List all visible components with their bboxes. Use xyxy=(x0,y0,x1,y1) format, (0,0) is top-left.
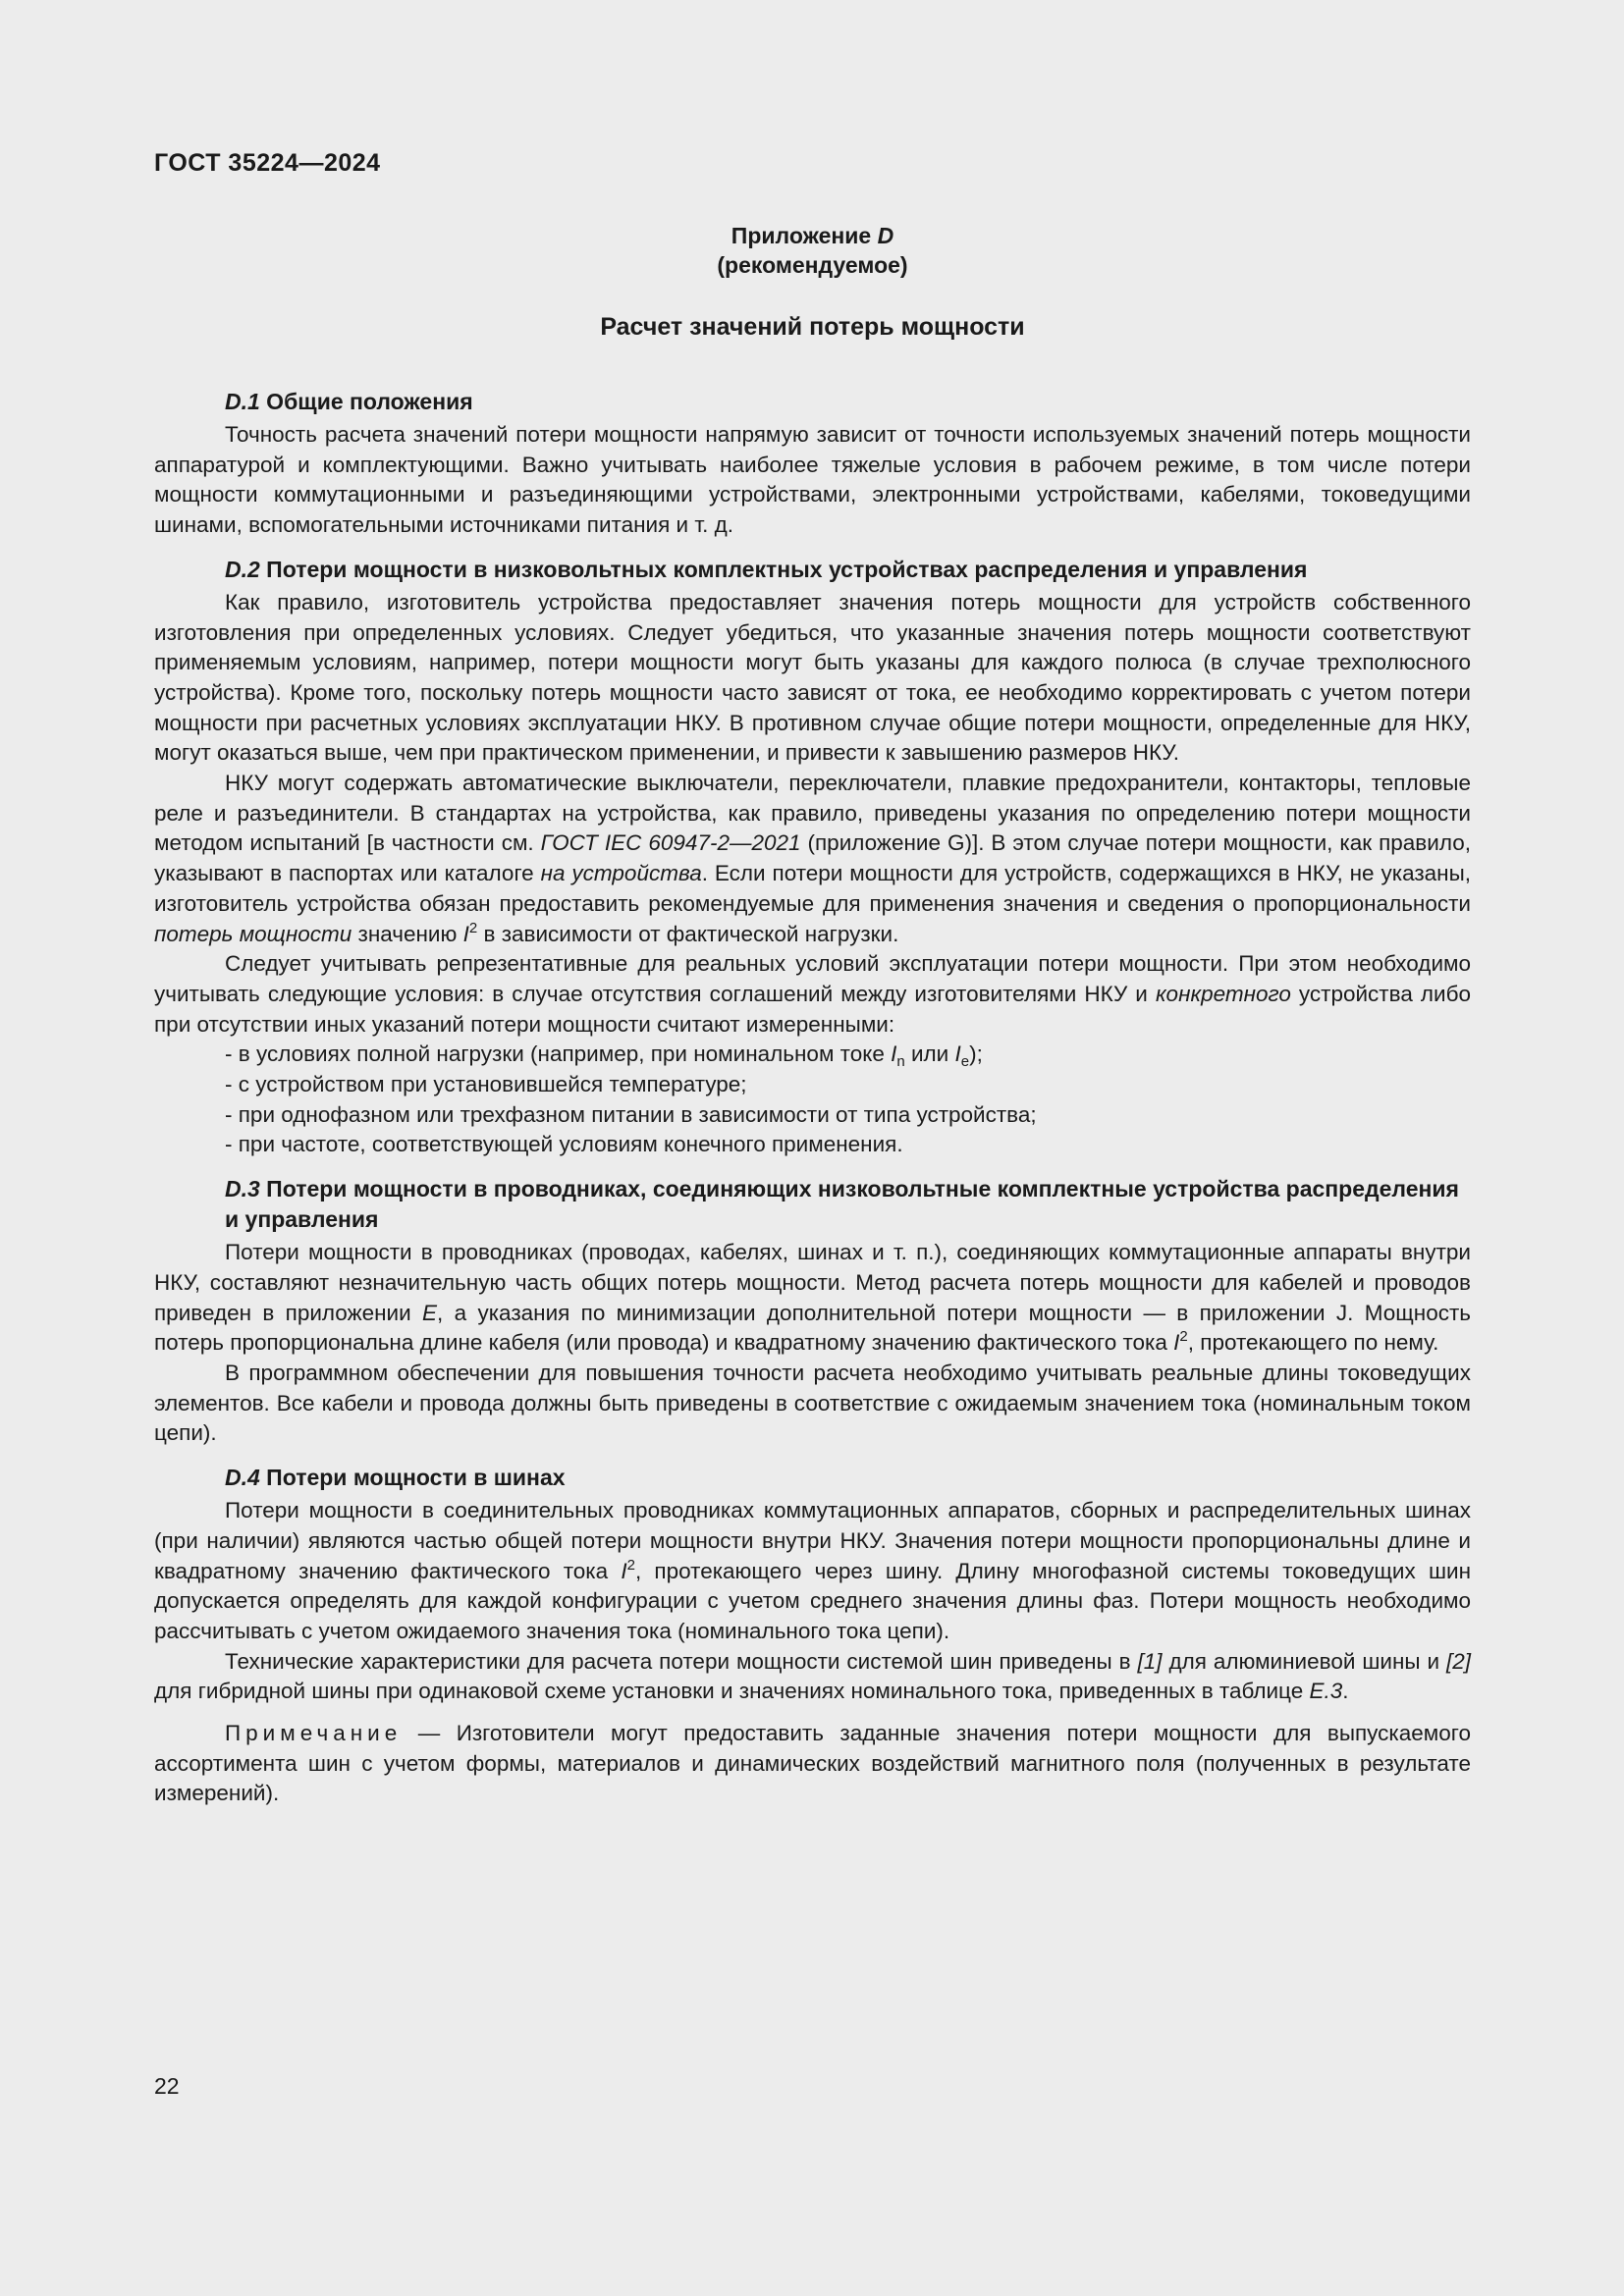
text-run: , а указания по минимизации дополнительной потери мощности — в приложении J. Мощность потерь пропорциональна длине кабеля (или провода) и квадратному значению фактического тока xyxy=(154,1300,1471,1356)
text-run: , протекающего по нему. xyxy=(1187,1330,1439,1356)
page-number: 22 xyxy=(154,2073,180,2099)
text-run: (приложение G)]. В этом случае потери мощности, как правило, указывают в паспортах или каталоге xyxy=(154,830,1471,886)
section-title: Общие положения xyxy=(259,389,473,414)
document-id: ГОСТ 35224—2024 xyxy=(154,149,381,177)
text-run: . Если потери мощности для устройств, содержащихся в НКУ, не указаны, изготовитель устройства обязан предоставить рекомендуемые для применения значения и сведения о пропорциональности xyxy=(154,861,1472,916)
list-item: - при однофазном или трехфазном питании в зависимости от типа устройства; xyxy=(225,1101,1037,1127)
paragraph xyxy=(154,1496,1471,1647)
section-number: D.1 xyxy=(225,389,260,414)
appendix-label-text: Приложение xyxy=(731,223,878,248)
superscript: 2 xyxy=(626,1556,635,1574)
list-item xyxy=(154,1040,1471,1070)
text-run: Потери мощности в проводниках (проводах, кабелях, шинах и т. п.), соединяющих коммутационные аппараты внутри НКУ, составляют незначительную часть общих потерь мощности. Метод расчета потерь мощности для кабелей и проводов приведен в приложении xyxy=(154,1240,1471,1325)
superscript: 2 xyxy=(468,919,478,936)
appendix-heading xyxy=(154,221,1471,280)
paragraph xyxy=(154,1238,1471,1359)
text-run: . xyxy=(1342,1679,1349,1704)
text-run: для гибридной шины при одинаковой схеме установки и значениях номинального тока, приведенных в таблице xyxy=(154,1679,1310,1704)
current-symbol: I xyxy=(1173,1330,1180,1356)
text-run: в зависимости от фактической нагрузки. xyxy=(477,921,899,946)
bibliography-reference: [2] xyxy=(1445,1648,1471,1674)
text-run: Технические характеристики для расчета потери мощности системой шин приведены в xyxy=(225,1648,1138,1674)
text-run: - в условиях полной нагрузки (например, при номинальном токе xyxy=(225,1041,892,1067)
appendix-letter: D xyxy=(877,223,894,248)
list-item: - при частоте, соответствующей условиям конечного применения. xyxy=(225,1132,903,1157)
text-run: , протекающего через шину. Длину многофазной системы токоведущих шин допускается определять для каждой конфигурации с учетом среднего значения длины фаз. Потери мощность необходимо рассчитывать с учетом ожидаемого значения тока (номинального тока цепи). xyxy=(154,1558,1471,1643)
paragraph: Точность расчета значений потери мощности напрямую зависит от точности используемых значений потерь мощности аппаратурой и комплектующими. Важно учитывать наиболее тяжелые условия в рабочем режиме, в том числе потери мощности коммутационными и разъединяющими устройствами, электронными устройствами, кабелями, токоведущими шинами, вспомогательными источниками питания и т. д. xyxy=(154,422,1471,538)
text-run: ); xyxy=(969,1041,983,1067)
text-run: Потери мощности в соединительных проводниках коммутационных аппаратов, сборных и распределительных шинах (при наличии) являются частью общей потери мощности внутри НКУ. Значения потери мощности пропорциональны длине и квадратному значению фактического тока xyxy=(154,1498,1471,1583)
note-label: Примечание xyxy=(225,1721,403,1746)
current-symbol: I xyxy=(954,1041,961,1067)
note xyxy=(154,1719,1471,1809)
paragraph xyxy=(154,1647,1471,1707)
paragraph: В программном обеспечении для повышения точности расчета необходимо учитывать реальные длины токоведущих элементов. Все кабели и провода должны быть приведены в соответствие с ожидаемым значением тока (номинальным током цепи). xyxy=(154,1360,1471,1446)
section-heading-d2 xyxy=(154,555,1471,585)
section-title: Потери мощности в проводниках, соединяющих низковольтные комплектные устройства распределения и управления xyxy=(225,1176,1459,1233)
current-symbol: I xyxy=(891,1041,897,1067)
section-title: Потери мощности в шинах xyxy=(259,1465,566,1491)
text-run: Следует учитывать репрезентативные для реальных условий эксплуатации потери мощности. При этом необходимо учитывать следующие условия: в случае отсутствия соглашений между изготовителями НКУ и xyxy=(154,951,1471,1006)
text-run: значению xyxy=(352,921,463,946)
section-number: D.2 xyxy=(225,556,260,582)
paragraph: Как правило, изготовитель устройства предоставляет значения потерь мощности для устройств собственного изготовления при определенных условиях. Следует убедиться, что указанные значения потерь мощности соответствуют применяемым условиям, например, потери мощности могут быть указаны для каждого полюса (в случае трехполюсного устройства). Кроме того, поскольку потерь мощности часто зависят от тока, ее необходимо корректировать с учетом потери мощности при расчетных условиях эксплуатации НКУ. В противном случае общие потери мощности, определенные для НКУ, могут оказаться выше, чем при практическом применении, и привести к завышению размеров НКУ. xyxy=(154,589,1471,766)
text-run: для алюминиевой шины и xyxy=(1162,1648,1446,1674)
section-number: D.4 xyxy=(225,1465,260,1491)
section-heading-d1 xyxy=(154,387,1471,417)
text-run: или xyxy=(904,1041,955,1067)
appendix-status: (рекомендуемое) xyxy=(717,252,908,278)
appendix-label xyxy=(154,221,1471,250)
superscript: 2 xyxy=(1179,1328,1188,1346)
paragraph xyxy=(154,769,1471,949)
standard-reference: ГОСТ IEC 60947-2—2021 xyxy=(540,830,801,856)
paragraph xyxy=(154,949,1471,1040)
italic-text: потерь мощности xyxy=(154,921,352,946)
section-title: Потери мощности в низковольтных комплектных устройствах распределения и управления xyxy=(259,556,1308,582)
subscript: n xyxy=(896,1053,905,1071)
text-run: НКУ могут содержать автоматические выключатели, переключатели, плавкие предохранители, контакторы, тепловые реле и разъединители. В стандартах на устройства, как правило, приведены указания по определению потери мощности методом испытаний [в частности см. xyxy=(154,771,1471,856)
appendix-title: Расчет значений потерь мощности xyxy=(600,313,1025,341)
text-run: устройства либо при отсутствии иных указаний потери мощности считают измеренными: xyxy=(154,981,1471,1037)
conditions-list xyxy=(154,1040,1471,1160)
current-symbol: I xyxy=(462,921,469,946)
section-number: D.3 xyxy=(225,1176,260,1202)
section-heading-d3 xyxy=(154,1174,1471,1235)
italic-text: на устройства xyxy=(540,861,702,886)
appendix-reference: E xyxy=(422,1300,438,1325)
section-heading-d4 xyxy=(154,1463,1471,1493)
bibliography-reference: [1] xyxy=(1137,1648,1163,1674)
table-reference: E.3 xyxy=(1309,1679,1343,1704)
note-text: — Изготовители могут предоставить заданные значения потери мощности для выпускаемого ассортимента шин с учетом формы, материалов и динамических воздействий магнитного поля (полученных в результате измерений). xyxy=(154,1721,1471,1806)
current-symbol: I xyxy=(621,1558,627,1583)
italic-text: конкретного xyxy=(1155,981,1291,1006)
list-item: - с устройством при установившейся температуре; xyxy=(225,1072,747,1097)
subscript: e xyxy=(960,1053,970,1071)
